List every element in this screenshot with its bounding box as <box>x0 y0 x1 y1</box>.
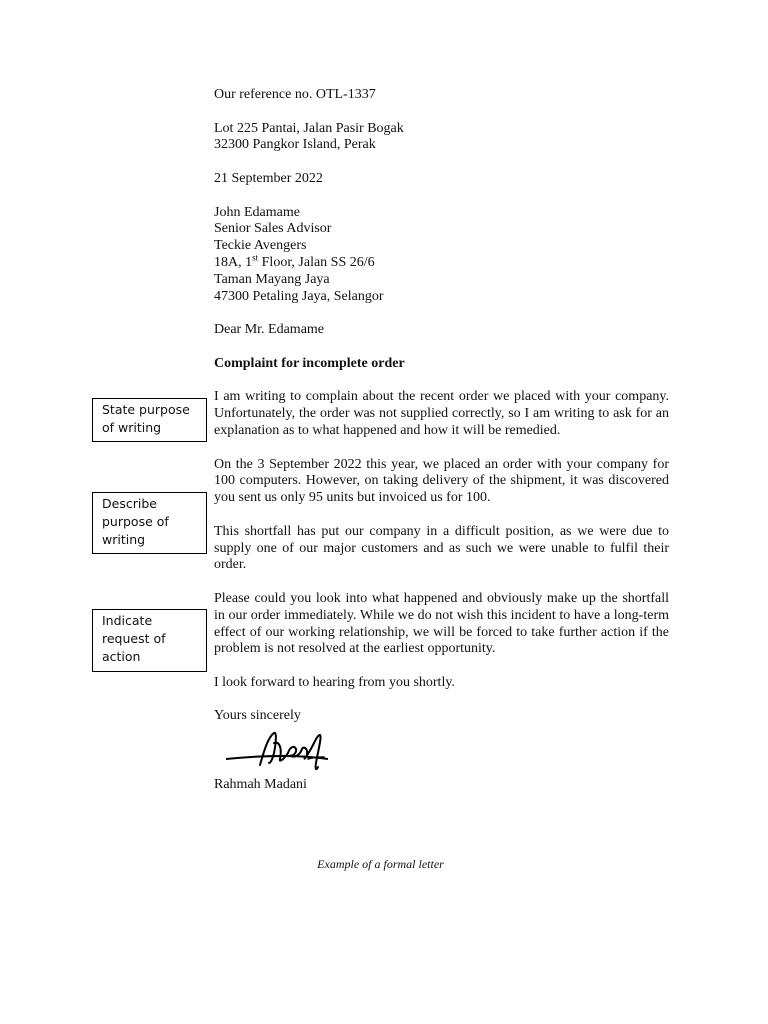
body-paragraph-4: Please could you look into what happened and obviously make up the shortfall in our order immediately. While we do not wish this incident to have a long-term effect of our working relationship, we will be forced to take further action if the problem is not resolved at the earliest opportunity. <box>214 590 669 657</box>
letter-date: 21 September 2022 <box>214 170 323 186</box>
closing: Yours sincerely <box>214 708 301 724</box>
formal-letter <box>214 87 669 794</box>
annotation-line: purpose of <box>102 514 169 529</box>
figure-caption: Example of a formal letter <box>317 857 444 871</box>
salutation: Dear Mr. Edamame <box>214 322 325 338</box>
signature-icon <box>224 729 344 775</box>
recipient-address-sup: st <box>252 252 259 263</box>
annotation-line: Indicate <box>102 613 153 628</box>
recipient-company: Teckie Avengers <box>214 238 307 254</box>
recipient-city: 47300 Petaling Jaya, Selangor <box>214 288 384 304</box>
annotation-line: writing <box>102 532 146 547</box>
signature-name: Rahmah Madani <box>214 777 307 793</box>
annotation-line: of writing <box>102 420 162 435</box>
body-paragraph-2: On the 3 September 2022 this year, we placed an order with your company for 100 computers. However, on taking delivery of the shipment, it was discovered you sent us only 95 units but invoiced us for 100. <box>214 456 669 506</box>
recipient-address-suffix: Floor, Jalan SS 26/6 <box>258 254 375 270</box>
recipient-name: John Edamame <box>214 204 300 220</box>
letter-subject: Complaint for incomplete order <box>214 355 405 371</box>
annotation-line: request of <box>102 631 166 646</box>
body-paragraph-3: This shortfall has put our company in a difficult position, as we were due to supply one of our major customers and as such we were unable to fulfil their order. <box>214 523 669 573</box>
body-paragraph-5: I look forward to hearing from you shortly. <box>214 674 455 690</box>
recipient-title: Senior Sales Advisor <box>214 221 332 237</box>
annotation-line: action <box>102 649 141 664</box>
recipient-address-prefix: 18A, 1 <box>214 254 253 270</box>
reference-number: Our reference no. OTL-1337 <box>214 87 376 102</box>
annotation-request-action <box>92 609 207 672</box>
signature <box>214 725 669 777</box>
annotation-state-purpose <box>92 398 207 442</box>
body-paragraph-1: I am writing to complain about the recent order we placed with your company. Unfortunately, the order was not supplied correctly, so I am writing to ask for an explanation as to what happened and how it will be remedied. <box>214 389 669 438</box>
sender-address-line-2: 32300 Pangkor Island, Perak <box>214 137 376 153</box>
recipient-address-line <box>214 252 669 272</box>
recipient-area: Taman Mayang Jaya <box>214 271 330 287</box>
sender-address-line-1: Lot 225 Pantai, Jalan Pasir Bogak <box>214 120 404 136</box>
annotation-line: Describe <box>102 496 157 511</box>
annotation-describe-purpose <box>92 492 207 554</box>
annotation-line: State purpose <box>102 402 190 417</box>
